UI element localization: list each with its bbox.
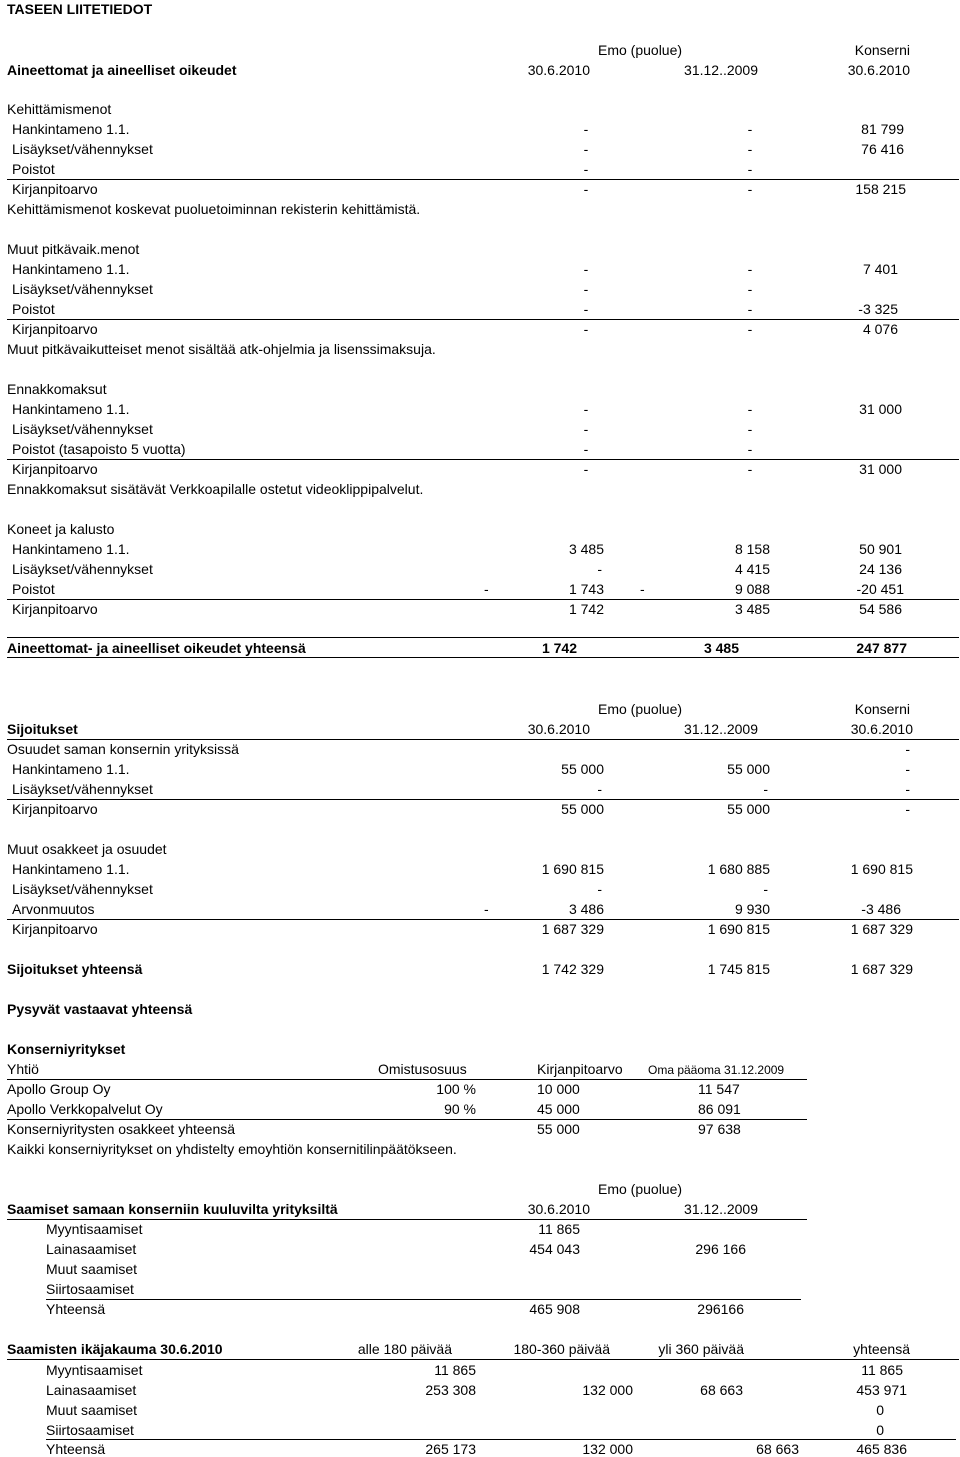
cell: 68 663 (756, 1441, 799, 1457)
cell: 81 799 (861, 121, 904, 137)
cell: 31 000 (859, 401, 902, 417)
cell: - (597, 881, 602, 897)
row-label: Lisäykset/vähennykset (12, 561, 153, 577)
cell: - (747, 141, 753, 157)
column-header: 30.6.2010 (847, 62, 910, 78)
column-header: 30.6.2010 (527, 721, 590, 737)
cell: 132 000 (582, 1441, 633, 1457)
cell: 9 088 (734, 581, 770, 597)
row-label: Poistot (12, 301, 55, 317)
cell: 4 415 (734, 561, 770, 577)
cell (640, 1221, 746, 1237)
cell: - (747, 301, 753, 317)
column-header: 31.12..2009 (684, 721, 758, 737)
cell: 253 308 (425, 1382, 476, 1398)
cell: - (583, 441, 589, 457)
column-header: Omistusosuus (378, 1061, 467, 1077)
cell: - (583, 181, 589, 197)
cell: - (583, 461, 589, 477)
sign-cell: - (484, 581, 489, 597)
divider (7, 1079, 807, 1080)
cell: 86 091 (698, 1101, 741, 1117)
cell: - (763, 781, 768, 797)
column-header: 180-360 päivää (513, 1341, 610, 1357)
cell: 4 076 (862, 321, 898, 337)
row-label: Kirjanpitoarvo (12, 181, 98, 197)
section-heading: Konserniyritykset (7, 1041, 126, 1057)
row-label: Kirjanpitoarvo (12, 601, 98, 617)
cell: - (763, 881, 768, 897)
cell: 11 865 (434, 1362, 476, 1378)
total-label: Sijoitukset yhteensä (7, 961, 143, 977)
cell: 90 % (444, 1101, 476, 1117)
row-label: Hankintameno 1.1. (12, 761, 130, 777)
subsection-title: Muut osakkeet ja osuudet (7, 841, 167, 857)
row-label: Lainasaamiset (46, 1382, 137, 1398)
cell: 158 215 (855, 181, 906, 197)
section-heading: Saamiset samaan konserniin kuuluvilta yrityksiltä (7, 1201, 338, 1217)
total-cell: 1 742 329 (541, 961, 604, 977)
row-label: Lisäykset/vähennykset (12, 881, 153, 897)
cell: - (583, 321, 589, 337)
divider (7, 799, 959, 800)
column-header: 31.12..2009 (684, 1201, 758, 1217)
note: Ennakkomaksut sisätävät Verkkoapilalle ostetut videoklippipalvelut. (7, 481, 424, 497)
cell: 454 043 (529, 1241, 580, 1257)
cell: 296166 (697, 1301, 744, 1317)
subsection-title: Ennakkomaksut (7, 381, 107, 397)
column-header: Kirjanpitoarvo (537, 1061, 623, 1077)
row-label: Konserniyritysten osakkeet yhteensä (7, 1121, 236, 1137)
column-header: 31.12..2009 (684, 62, 758, 78)
cell: - (597, 561, 602, 577)
cell: 55 000 (537, 1121, 580, 1137)
row-label: Lisäykset/vähennykset (12, 781, 153, 797)
cell: 296 166 (695, 1241, 746, 1257)
total-cell: 1 687 329 (850, 961, 913, 977)
cell: - (583, 121, 589, 137)
cell: 50 901 (859, 541, 902, 557)
row-label: Yhteensä (46, 1301, 106, 1317)
divider (7, 739, 959, 740)
cell: - (597, 781, 602, 797)
cell: - (905, 781, 910, 797)
cell: -3 325 (858, 301, 898, 317)
row-label: Kirjanpitoarvo (12, 461, 98, 477)
note: Kaikki konserniyritykset on yhdistelty emoyhtiön konsernitilinpäätökseen. (7, 1141, 457, 1157)
cell: 465 908 (529, 1301, 580, 1317)
cell: 3 485 (568, 541, 604, 557)
cell: - (747, 401, 753, 417)
cell: - (583, 281, 589, 297)
row-label: Kirjanpitoarvo (12, 921, 98, 937)
note: Muut pitkävaikutteiset menot sisältää atk-ohjelmia ja lisenssimaksuja. (7, 341, 436, 357)
divider (7, 459, 959, 460)
cell: 55 000 (561, 761, 604, 777)
divider (46, 1299, 801, 1300)
divider (7, 637, 959, 638)
row-label: Myyntisaamiset (46, 1221, 143, 1237)
cell: - (583, 301, 589, 317)
cell: - (583, 161, 589, 177)
row-label: Siirtosaamiset (46, 1422, 134, 1438)
subsection-title: Muut pitkävaik.menot (7, 241, 140, 257)
cell: 45 000 (537, 1101, 580, 1117)
cell: 11 865 (861, 1362, 903, 1378)
row-label: Muut saamiset (46, 1402, 138, 1418)
total-label: Aineettomat- ja aineelliset oikeudet yhteensä (7, 640, 306, 656)
cell: - (905, 741, 910, 757)
cell: 3 485 (734, 601, 770, 617)
column-header: 30.6.2010 (527, 62, 590, 78)
cell: 265 173 (425, 1441, 476, 1457)
cell: 11 547 (698, 1081, 740, 1097)
cell: 132 000 (582, 1382, 633, 1398)
row-label: Lisäykset/vähennykset (12, 141, 153, 157)
row-label: Arvonmuutos (12, 901, 95, 917)
cell: 100 % (436, 1081, 476, 1097)
row-label: Lainasaamiset (46, 1241, 137, 1257)
total-cell: 247 877 (856, 640, 907, 656)
cell: - (583, 401, 589, 417)
row-label: Poistot (tasapoisto 5 vuotta) (12, 441, 186, 457)
column-header: 30.6.2010 (850, 721, 913, 737)
divider (7, 657, 959, 658)
cell: 97 638 (698, 1121, 741, 1137)
cell: - (747, 121, 753, 137)
row-label: Apollo Group Oy (7, 1081, 111, 1097)
group-header-emo: Emo (puolue) (598, 1181, 683, 1197)
total-cell: 3 485 (703, 640, 739, 656)
row-label: Hankintameno 1.1. (12, 861, 130, 877)
cell: 55 000 (561, 801, 604, 817)
section-heading: Saamisten ikäjakauma 30.6.2010 (7, 1341, 223, 1357)
cell: 0 (876, 1422, 884, 1438)
cell: 453 971 (856, 1382, 907, 1398)
cell (540, 1362, 633, 1378)
cell: - (747, 421, 753, 437)
cell: 9 930 (734, 901, 770, 917)
cell: -3 486 (861, 901, 901, 917)
divider (7, 1359, 959, 1360)
sign-cell: - (484, 901, 489, 917)
divider (7, 179, 959, 180)
group-header-konserni: Konserni (854, 701, 910, 717)
column-header: Yhtiö (7, 1061, 39, 1077)
divider (7, 1119, 807, 1120)
cell: 1 690 815 (850, 861, 913, 877)
cell: 31 000 (859, 461, 902, 477)
cell: - (583, 141, 589, 157)
section-heading: Aineettomat ja aineelliset oikeudet (7, 62, 237, 78)
row-label: Yhteensä (46, 1441, 106, 1457)
divider (7, 319, 959, 320)
row-label: Kirjanpitoarvo (12, 321, 98, 337)
cell: - (747, 161, 753, 177)
cell: 1 690 815 (707, 921, 770, 937)
cell: 465 836 (856, 1441, 907, 1457)
cell: - (747, 181, 753, 197)
cell: 1 680 885 (707, 861, 770, 877)
cell: -20 451 (856, 581, 904, 597)
cell: 68 663 (700, 1382, 743, 1398)
cell: - (747, 281, 753, 297)
row-label: Hankintameno 1.1. (12, 541, 130, 557)
cell: 55 000 (727, 801, 770, 817)
row-label: Myyntisaamiset (46, 1362, 143, 1378)
cell: - (905, 761, 910, 777)
cell: 1 742 (568, 601, 604, 617)
divider (7, 919, 959, 920)
group-header-emo: Emo (puolue) (598, 42, 683, 58)
section-heading: Pysyvät vastaavat yhteensä (7, 1001, 193, 1017)
row-label: Lisäykset/vähennykset (12, 281, 153, 297)
cell: 1 687 329 (850, 921, 913, 937)
cell: 7 401 (862, 261, 898, 277)
column-header: yhteensä (853, 1341, 910, 1357)
subsection-title: Koneet ja kalusto (7, 521, 115, 537)
cell: 0 (876, 1402, 884, 1418)
row-label: Siirtosaamiset (46, 1281, 134, 1297)
row-label: Hankintameno 1.1. (12, 121, 130, 137)
total-cell: 1 742 (541, 640, 577, 656)
cell: 1 743 (568, 581, 604, 597)
divider (7, 1219, 807, 1220)
row-label: Apollo Verkkopalvelut Oy (7, 1101, 163, 1117)
cell: 8 158 (734, 541, 770, 557)
column-header: 30.6.2010 (527, 1201, 590, 1217)
cell: 10 000 (537, 1081, 580, 1097)
row-label: Poistot (12, 581, 55, 597)
divider (46, 1439, 956, 1440)
cell (680, 1362, 772, 1378)
page-title: TASEEN LIITETIEDOT (7, 1, 153, 17)
column-header: yli 360 päivää (658, 1341, 744, 1357)
column-header: Oma pääoma 31.12.2009 (648, 1063, 785, 1077)
row-label: Hankintameno 1.1. (12, 261, 130, 277)
group-header-emo: Emo (puolue) (598, 701, 683, 717)
cell: 1 690 815 (541, 861, 604, 877)
cell: - (905, 801, 910, 817)
cell: - (747, 441, 753, 457)
cell: - (583, 421, 589, 437)
row-label: Muut saamiset (46, 1261, 138, 1277)
cell: 3 486 (568, 901, 604, 917)
group-header-konserni: Konserni (854, 42, 910, 58)
divider (7, 599, 959, 600)
cell: 55 000 (727, 761, 770, 777)
row-label: Hankintameno 1.1. (12, 401, 130, 417)
cell: - (583, 261, 589, 277)
cell: 54 586 (859, 601, 902, 617)
cell: 24 136 (859, 561, 902, 577)
subsection-title: Osuudet saman konsernin yrityksissä (7, 741, 239, 757)
cell: - (747, 461, 753, 477)
cell: 11 865 (538, 1221, 580, 1237)
subsection-title: Kehittämismenot (7, 101, 112, 117)
total-cell: 1 745 815 (707, 961, 770, 977)
row-label: Kirjanpitoarvo (12, 801, 98, 817)
cell: 1 687 329 (541, 921, 604, 937)
row-label: Poistot (12, 161, 55, 177)
sign-cell: - (640, 581, 645, 597)
cell: 76 416 (861, 141, 904, 157)
cell: - (747, 321, 753, 337)
note: Kehittämismenot koskevat puoluetoiminnan rekisterin kehittämistä. (7, 201, 421, 217)
section-heading: Sijoitukset (7, 721, 78, 737)
cell: - (747, 261, 753, 277)
row-label: Lisäykset/vähennykset (12, 421, 153, 437)
column-header: alle 180 päivää (357, 1341, 452, 1357)
